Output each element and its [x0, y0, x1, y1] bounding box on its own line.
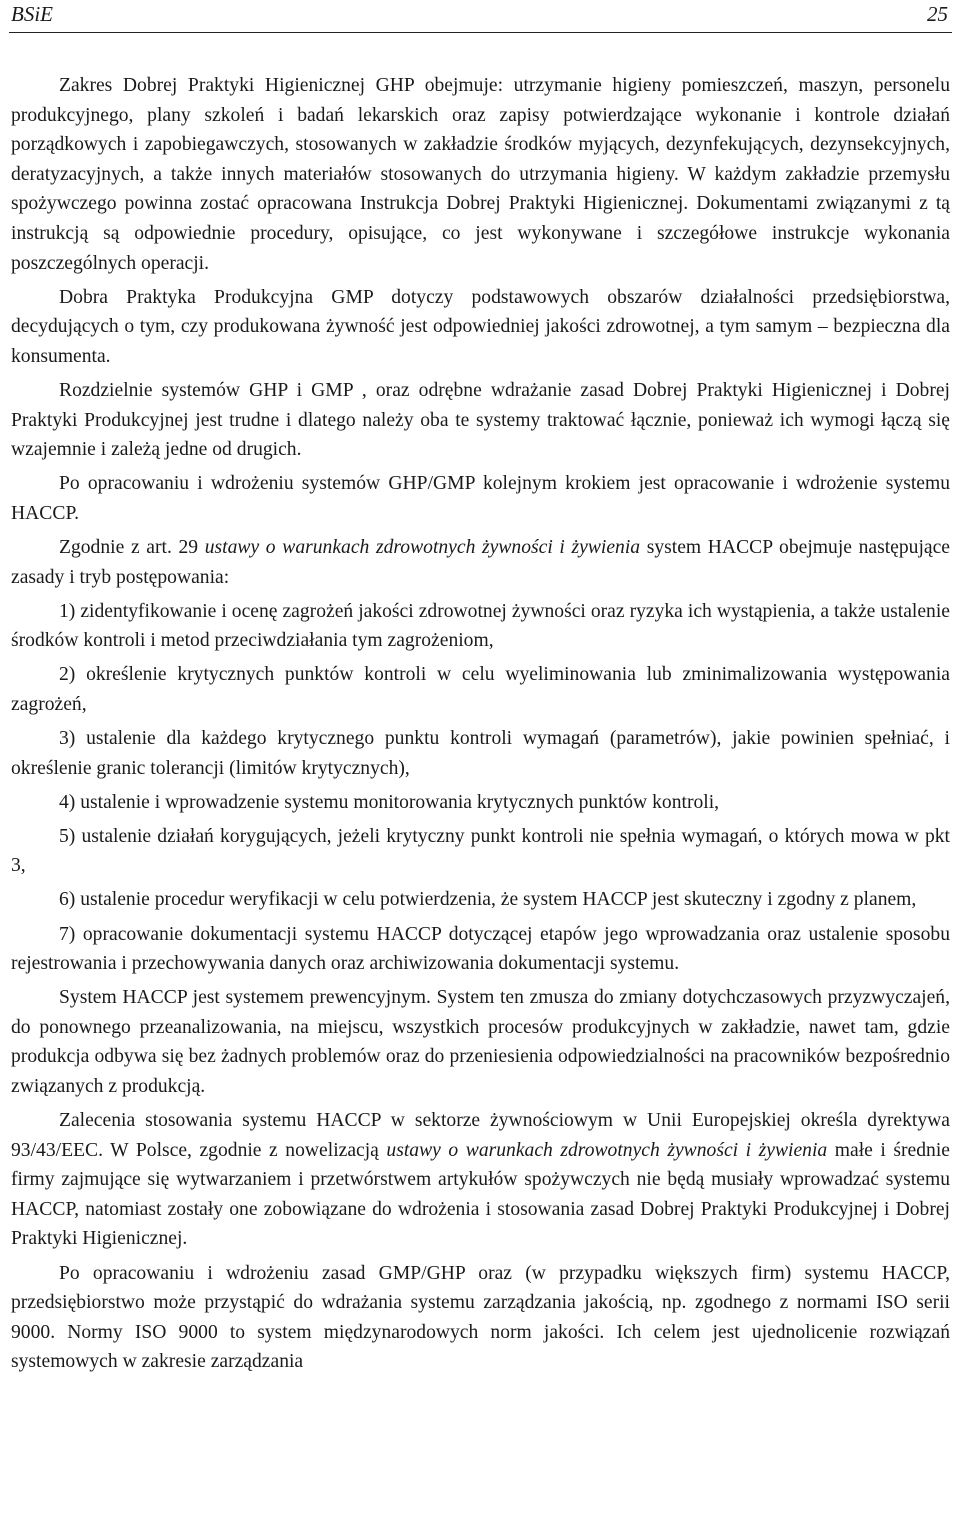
paragraph-art-29-text-b: system HACCP obejmuje następujące zasady i tryb postępowania: — [11, 536, 950, 588]
paragraph-haccp-next-step: Po opracowaniu i wdrożeniu systemów GHP/GMP kolejnym krokiem jest opracowanie i wdrożenie systemu HACCP. — [11, 473, 950, 524]
journal-abbreviation: BSiE — [11, 2, 53, 26]
running-header — [9, 0, 952, 33]
paragraph-art-29 — [11, 533, 950, 592]
paragraph-eu-directive-text-b: małe i średnie firmy zajmujące się wytwarzaniem i przetwórstwem artykułów spożywczych nie będą musiały wprowadzać systemu HACCP, natomiast zostały one zobowiązane do wdrożenia i stosowania zasad Dobrej Praktyki Produkcyjnej i Dobrej Praktyki Higienicznej. — [11, 1139, 950, 1250]
list-item: 7) opracowanie dokumentacji systemu HACCP dotyczącej etapów jego wprowadzania oraz ustalenie sposobu rejestrowania i przechowywania danych oraz archiwizowania dokumentacji systemu. — [11, 923, 950, 975]
list-item: 6) ustalenie procedur weryfikacji w celu potwierdzenia, że system HACCP jest skuteczny i zgodny z planem, — [59, 889, 917, 911]
paragraph-haccp-preventive: System HACCP jest systemem prewencyjnym. System ten zmusza do zmiany dotychczasowych przyzwyczajeń, do ponownego przeanalizowania, na miejscu, wszystkich procesów produkcyjnych w zakładzie, nawet tam, gdzie produkcja odbywa się bez żadnych problemów oraz do przeniesienia odpowiedzialności na pracowników bezpośrednio związanych z produkcją. — [11, 987, 950, 1097]
paragraph-eu-directive-text-a: Zalecenia stosowania systemu HACCP w sektorze żywnościowym w Unii Europejskiej określa dyrektywa 93/43/EEC. W Polsce, zgodnie z nowelizacją — [11, 1110, 950, 1161]
law-title-italic: ustawy o warunkach zdrowotnych żywności i żywienia — [386, 1139, 828, 1161]
list-item: 4) ustalenie i wprowadzenie systemu monitorowania krytycznych punktów kontroli, — [59, 791, 720, 813]
list-item: 2) określenie krytycznych punktów kontroli w celu wyeliminowania lub zminimalizowania występowania zagrożeń, — [11, 664, 950, 715]
list-item: 1) zidentyfikowanie i ocenę zagrożeń jakości zdrowotnej żywności oraz ryzyka ich wystąpienia, a także ustalenie środków kontroli i metod przeciwdziałania tym zagrożeniom, — [11, 600, 950, 652]
list-item: 5) ustalenie działań korygujących, jeżeli krytyczny punkt kontroli nie spełnia wymagań, o których mowa w pkt 3, — [11, 825, 950, 877]
list-item: 3) ustalenie dla każdego krytycznego punktu kontroli wymagań (parametrów), jakie powinien spełniać, i określenie granic tolerancji (limitów krytycznych), — [11, 727, 950, 779]
page-number: 25 — [927, 2, 948, 26]
paragraph-gmp: Dobra Praktyka Produkcyjna GMP dotyczy podstawowych obszarów działalności przedsiębiorstwa, decydujących o tym, czy produkowana żywność jest odpowiedniej jakości zdrowotnej, a tym samym – bezpieczna dla konsumenta. — [11, 286, 950, 367]
paragraph-iso-9000: Po opracowaniu i wdrożeniu zasad GMP/GHP oraz (w przypadku większych firm) systemu HACCP, przedsiębiorstwo może przystąpić do wdrażania systemu zarządzania jakością, np. zgodnego z normami ISO serii 9000. Normy ISO 9000 to system międzynarodowych norm jakości. Ich celem jest ujednolicenie rozwiązań systemowych w zakresie zarządzania — [11, 1262, 950, 1373]
article-body — [11, 71, 950, 1377]
paragraph-ghp-gmp-joint: Rozdzielnie systemów GHP i GMP , oraz odrębne wdrażanie zasad Dobrej Praktyki Higienicznej i Dobrej Praktyki Produkcyjnej jest trudne i dlatego należy oba te systemy traktować łącznie, ponieważ ich wymogi łączą się wzajemnie i zależą jedne od drugich. — [11, 379, 950, 461]
paragraph-ghp-scope: Zakres Dobrej Praktyki Higienicznej GHP obejmuje: utrzymanie higieny pomieszczeń, maszyn, personelu produkcyjnego, plany szkoleń i badań lekarskich oraz zapisy potwierdzające wykonanie i kontrole działań porządkowych i zapobiegawczych, stosowanych w zakładzie środków myjących, dezynfekujących, dezynsekcyjnych, deratyzacyjnych, a także innych materiałów stosowanych do utrzymania higieny. W każdym zakładzie przemysłu spożywczego powinna zostać opracowana Instrukcja Dobrej Praktyki Higienicznej. Dokumentami związanymi z tą instrukcją są odpowiednie procedury, opisujące, co jest wykonywane i szczegółowe instrukcje wykonania poszczególnych operacji. — [11, 75, 950, 274]
law-title-italic: ustawy o warunkach zdrowotnych żywności i żywienia — [204, 536, 641, 558]
paragraph-art-29-text-a: Zgodnie z art. 29 — [59, 536, 205, 558]
paragraph-eu-directive — [11, 1106, 950, 1254]
